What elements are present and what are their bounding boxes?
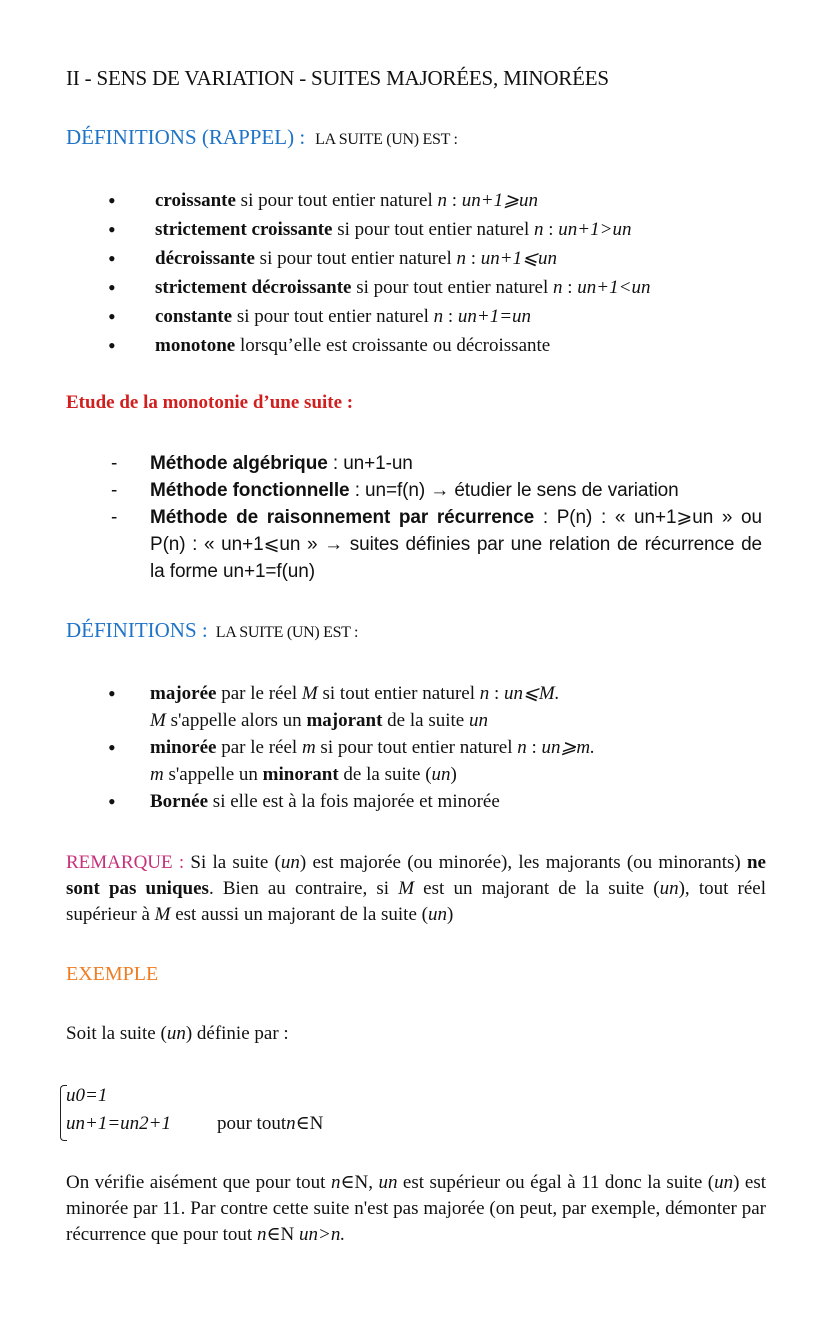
exemple-conclusion: On vérifie aisément que pour tout n∈N, un est supérieur ou égal à 11 donc la suite (un) est minorée par 11. Par contre cette suite n'est pas majorée (on peut, par exemple, démonter par récurrence que pour tout n∈N un>n. bbox=[66, 1172, 766, 1245]
equation-recurrence: un+1=un2+1 pour toutn∈N bbox=[66, 1113, 324, 1134]
monotonie-methods-list bbox=[0, 450, 828, 585]
list-item: - Méthode fonctionnelle : un=f(n) → étudier le sens de variation bbox=[0, 477, 750, 504]
section-title: II - SENS DE VARIATION - SUITES MAJORÉES, MINORÉES bbox=[66, 66, 609, 90]
definitions-heading bbox=[66, 618, 828, 643]
list-item: • constante si pour tout entier naturel n : un+1=un bbox=[0, 302, 828, 331]
remarque-paragraph: REMARQUE : Si la suite (un) est majorée (ou minorée), les majorants (ou minorants) ne sont pas uniques. Bien au contraire, si M est un majorant de la suite (un), tout réel supérieur à M est aussi un majorant de la suite (un) bbox=[66, 852, 767, 925]
bound-definitions-list bbox=[0, 680, 828, 815]
suite-subheading: LA SUITE (UN) EST : bbox=[315, 131, 458, 148]
suite-subheading: LA SUITE (UN) EST : bbox=[215, 624, 359, 641]
list-item: • croissante si pour tout entier naturel n : un+1⩾un bbox=[0, 186, 828, 215]
definitions-label: DÉFINITIONS : bbox=[66, 618, 208, 642]
definitions-rappel-heading bbox=[66, 125, 828, 150]
list-item: • strictement décroissante si pour tout entier naturel n : un+1<un bbox=[0, 273, 828, 302]
list-item: • minorée par le réel m si pour tout entier naturel n : un⩾m. m s'appelle un minorant de la suite (un) bbox=[0, 734, 762, 788]
exemple-intro: Soit la suite (un) définie par : bbox=[66, 1023, 289, 1044]
variation-definitions-list bbox=[0, 186, 828, 360]
exemple-heading: EXEMPLE bbox=[66, 963, 159, 985]
remarque-label: REMARQUE : bbox=[66, 852, 185, 873]
list-item: • strictement croissante si pour tout entier naturel n : un+1>un bbox=[0, 215, 828, 244]
list-item: • Bornée si elle est à la fois majorée et minorée bbox=[0, 788, 762, 815]
list-item: - Méthode algébrique : un+1-un bbox=[0, 450, 750, 477]
monotonie-heading: Etude de la monotonie d’une suite : bbox=[66, 392, 354, 413]
definitions-label: DÉFINITIONS (RAPPEL) : bbox=[66, 125, 306, 149]
equation-initial: u0=1 bbox=[66, 1085, 108, 1106]
list-item: • monotone lorsqu’elle est croissante ou décroissante bbox=[0, 331, 828, 360]
list-item: • majorée par le réel M si tout entier naturel n : un⩽M. M s'appelle alors un majorant de la suite un bbox=[0, 680, 762, 734]
list-item: - Méthode de raisonnement par récurrence : P(n) : « un+1⩾un » ou P(n) : « un+1⩽un » → suites définies par une relation de récurrence de la forme un+1=f(un) bbox=[0, 504, 762, 585]
list-item: • décroissante si pour tout entier naturel n : un+1⩽un bbox=[0, 244, 828, 273]
